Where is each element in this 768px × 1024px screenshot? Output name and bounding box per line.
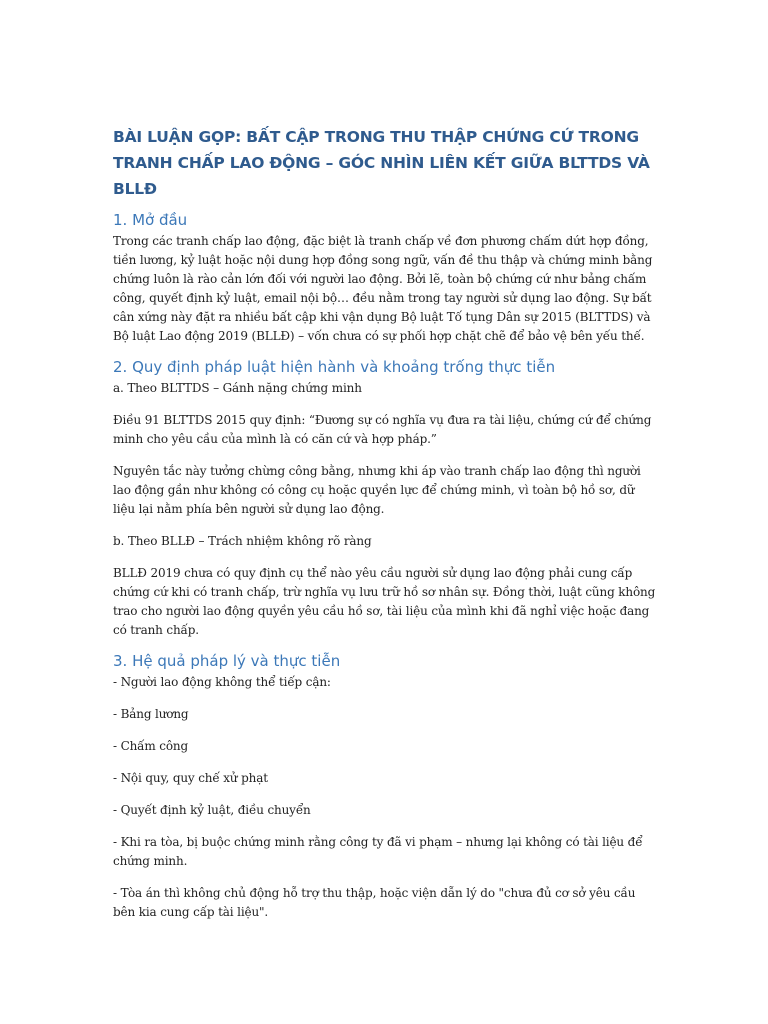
list-item: - Bảng lương [113,707,189,721]
paragraph: Nguyên tắc này tưởng chừng công bằng, nhưng khi áp vào tranh chấp lao động thì người lao động gần như không có công cụ hoặc quyền lực để chứng minh, vì toàn bộ hồ sơ, dữ liệu lại nằm phía bên người sử dụng lao động. [113,464,641,516]
sub-heading: b. Theo BLLĐ – Trách nhiệm không rõ ràng [113,534,372,548]
paragraph: BLLĐ 2019 chưa có quy định cụ thể nào yêu cầu người sử dụng lao động phải cung cấp chứng cứ khi có tranh chấp, trừ nghĩa vụ lưu trữ hồ sơ nhân sự. Đồng thời, luật cũng không trao cho người lao động quyền yêu cầu hồ sơ, tài liệu của mình khi đã nghỉ việc hoặc đang có tranh chấp. [113,566,656,637]
list-item: - Nội quy, quy chế xử phạt [113,771,268,785]
list-item: - Người lao động không thể tiếp cận: [113,675,331,689]
paragraph: Trong các tranh chấp lao động, đặc biệt là tranh chấp về đơn phương chấm dứt hợp đồng, tiền lương, kỷ luật hoặc nội dung hợp đồng song ngữ, vấn đề thu thập và chứng minh bằng chứng luôn là rào cản lớn đối với người lao động. Bởi lẽ, toàn bộ chứng cứ như bảng chấm công, quyết định kỷ luật, email nội bộ… đều nằm trong tay người sử dụng lao động. Sự bất cân xứng này đặt ra nhiều bất cập khi vận dụng Bộ luật Tố tụng Dân sự 2015 (BLTTDS) và Bộ luật Lao động 2019 (BLLĐ) – vốn chưa có sự phối hợp chặt chẽ để bảo vệ bên yếu thế. [113,234,653,343]
section-heading-regulations: 2. Quy định pháp luật hiện hành và khoảng trống thực tiễn [113,358,556,376]
section-heading-intro: 1. Mở đầu [113,211,188,229]
document-page [113,124,658,922]
paragraph: Điều 91 BLTTDS 2015 quy định: “Đương sự có nghĩa vụ đưa ra tài liệu, chứng cứ để chứng minh cho yêu cầu của mình là có căn cứ và hợp pháp.” [113,413,652,446]
section-heading-consequences: 3. Hệ quả pháp lý và thực tiễn [113,652,341,670]
list-item: - Khi ra tòa, bị buộc chứng minh rằng công ty đã vi phạm – nhưng lại không có tài liệu để chứng minh. [113,835,643,868]
list-item: - Quyết định kỷ luật, điều chuyển [113,803,311,817]
list-item: - Chấm công [113,739,189,753]
list-item: - Tòa án thì không chủ động hỗ trợ thu thập, hoặc viện dẫn lý do "chưa đủ cơ sở yêu cầu bên kia cung cấp tài liệu". [113,886,636,919]
document-title: BÀI LUẬN GỌP: BẤT CẬP TRONG THU THẬP CHỨNG CỨ TRONG TRANH CHẤP LAO ĐỘNG – GÓC NHÌN LIÊN KẾT GIỮA BLTTDS VÀ BLLĐ [113,128,650,198]
sub-heading: a. Theo BLTTDS – Gánh nặng chứng minh [113,381,362,395]
